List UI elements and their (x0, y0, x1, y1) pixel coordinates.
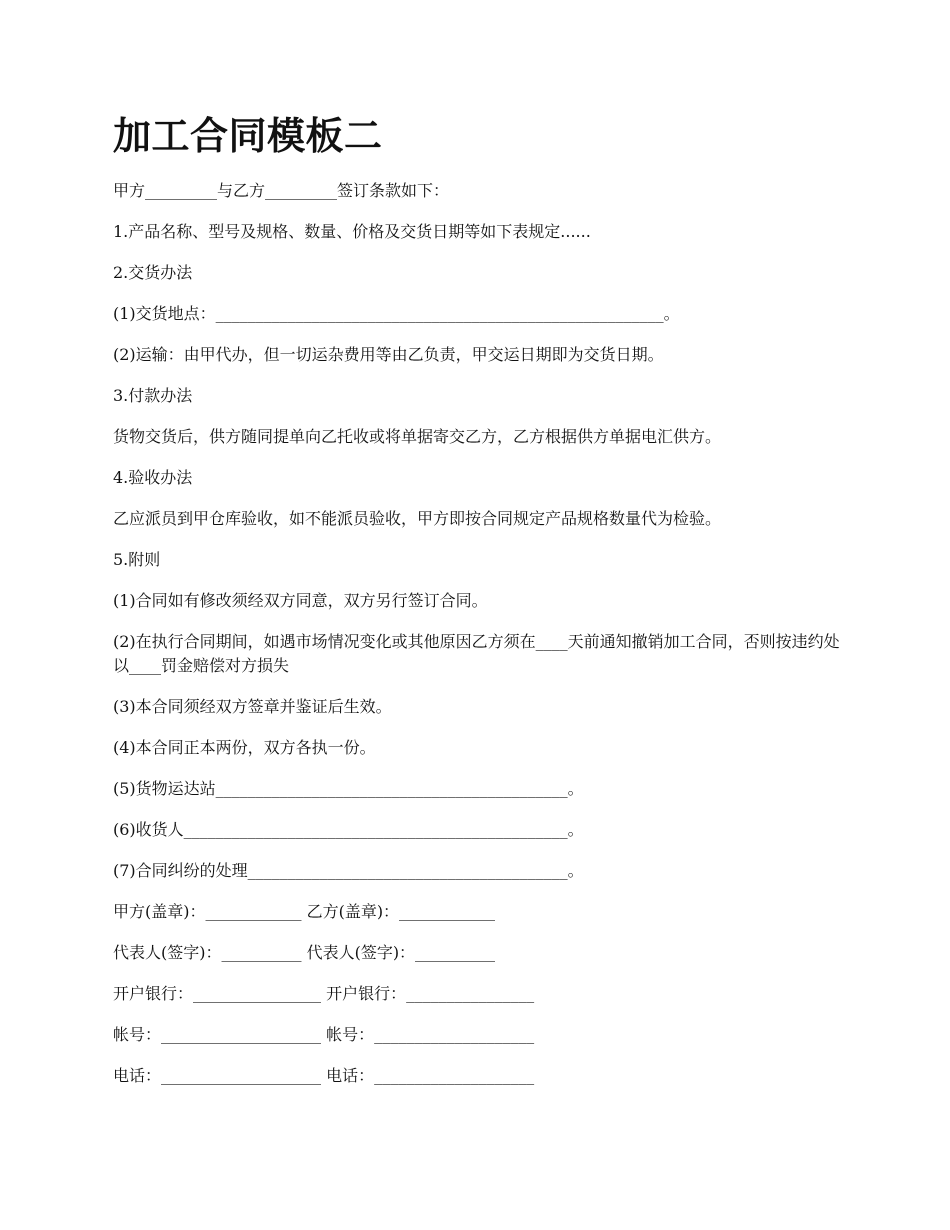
clause-2-2-transport: (2)运输：由甲代办，但一切运杂费用等由乙负责，甲交运日期即为交货日期。 (113, 345, 664, 364)
clause-4-inspection: 乙应派员到甲仓库验收，如不能派员验收，甲方即按合同规定产品规格数量代为检验。 (113, 509, 722, 528)
signature-phone-line: 电话：____________________ 电话：____________________ (113, 1066, 535, 1085)
contract-body (113, 179, 843, 1088)
clause-2-heading: 2.交货办法 (113, 263, 193, 282)
clause-3-heading: 3.付款办法 (113, 386, 193, 405)
clause-1-product: 1.产品名称、型号及规格、数量、价格及交货日期等如下表规定...... (113, 222, 591, 241)
clause-5-6-consignee: (6)收货人________________________________________________。 (113, 820, 584, 839)
signature-bank-line: 开户银行：________________ 开户银行：________________ (113, 984, 535, 1003)
clause-5-2-cancellation: (2)在执行合同期间，如遇市场情况变化或其他原因乙方须在____天前通知撤销加工合同，否则按违约处以____罚金赔偿对方损失 (113, 632, 840, 675)
clause-3-payment: 货物交货后，供方随同提单向乙托收或将单据寄交乙方，乙方根据供方单据电汇供方。 (113, 427, 722, 446)
clause-5-7-dispute: (7)合同纠纷的处理________________________________________。 (113, 861, 584, 880)
clause-5-heading: 5.附则 (113, 550, 161, 569)
clause-5-5-arrival-station: (5)货物运达站____________________________________________。 (113, 779, 584, 798)
clause-5-3-effect: (3)本合同须经双方签章并鉴证后生效。 (113, 697, 392, 716)
parties-line: 甲方_________与乙方_________签订条款如下： (113, 181, 450, 200)
clause-5-4-copies: (4)本合同正本两份，双方各执一份。 (113, 738, 376, 757)
clause-2-1-delivery-place: (1)交货地点：________________________________________________________。 (113, 304, 680, 323)
clause-5-1-amendment: (1)合同如有修改须经双方同意，双方另行签订合同。 (113, 591, 488, 610)
signature-representative-line: 代表人(签字)：__________ 代表人(签字)：__________ (113, 943, 496, 962)
document-title: 加工合同模板二 (113, 113, 383, 158)
signature-account-line: 帐号：____________________ 帐号：____________________ (113, 1025, 535, 1044)
signature-seal-line: 甲方(盖章)：____________ 乙方(盖章)：____________ (113, 902, 496, 921)
contract-page (113, 112, 843, 1105)
clause-4-heading: 4.验收办法 (113, 468, 193, 487)
